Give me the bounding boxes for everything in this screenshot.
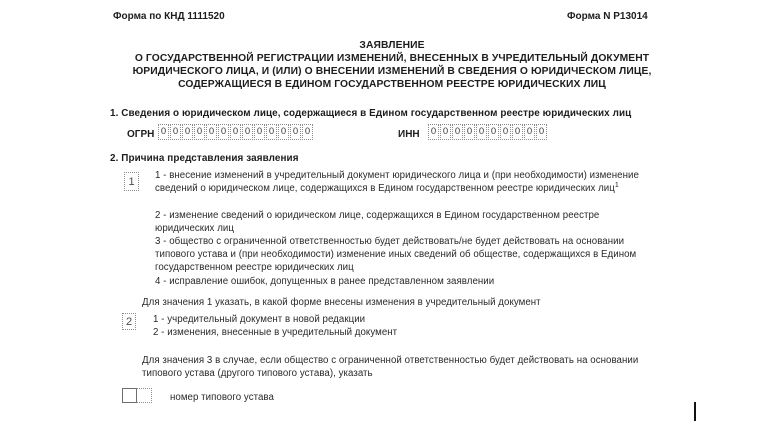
note-value-3 bbox=[142, 354, 638, 380]
charter-number-cell-1[interactable] bbox=[122, 388, 137, 403]
form-knd-label: Форма по КНД 1111520 bbox=[113, 11, 225, 22]
ogrn-label: ОГРН bbox=[127, 129, 155, 140]
digit-cell[interactable]: 0 bbox=[464, 124, 475, 140]
form-number-label: Форма N Р13014 bbox=[567, 11, 648, 22]
digit-cell[interactable]: 0 bbox=[230, 124, 241, 140]
inn-label: ИНН bbox=[398, 129, 420, 140]
inn-input[interactable] bbox=[428, 124, 547, 140]
title-line-3: ЮРИДИЧЕСКОГО ЛИЦА, И (ИЛИ) О ВНЕСЕНИИ ИЗМЕНЕНИЙ В СВЕДЕНИЯ О ЮРИДИЧЕСКОМ ЛИЦЕ, bbox=[132, 66, 652, 77]
amendment-option-1: 1 - учредительный документ в новой редакции bbox=[153, 314, 366, 325]
title-line-2: О ГОСУДАРСТВЕННОЙ РЕГИСТРАЦИИ ИЗМЕНЕНИЙ, ВНЕСЕННЫХ В УЧРЕДИТЕЛЬНЫЙ ДОКУМЕНТ bbox=[134, 53, 650, 64]
digit-cell[interactable]: 0 bbox=[428, 124, 439, 140]
note-3-line-1: Для значения 3 в случае, если общество с ограниченной ответственностью будет действовать на основании bbox=[142, 355, 639, 366]
digit-cell[interactable]: 0 bbox=[182, 124, 193, 140]
note-value-1: Для значения 1 указать, в какой форме внесены изменения в учредительный документ bbox=[142, 297, 541, 308]
reason-3-line-3: государственном реестре юридических лиц bbox=[155, 262, 354, 274]
digit-cell[interactable]: 0 bbox=[500, 124, 511, 140]
digit-cell[interactable]: 0 bbox=[158, 124, 169, 140]
reason-1-line-1: 1 - внесение изменений в учредительный документ юридического лица и (при необходимости) изменение bbox=[155, 170, 639, 181]
digit-cell[interactable]: 0 bbox=[278, 124, 289, 140]
charter-number-input[interactable] bbox=[122, 388, 152, 403]
digit-cell[interactable]: 0 bbox=[476, 124, 487, 140]
digit-cell[interactable]: 0 bbox=[170, 124, 181, 140]
reason-code-checkbox[interactable]: 1 bbox=[124, 172, 139, 191]
digit-cell[interactable]: 0 bbox=[512, 124, 523, 140]
digit-cell[interactable]: 0 bbox=[218, 124, 229, 140]
digit-cell[interactable]: 0 bbox=[266, 124, 277, 140]
digit-cell[interactable]: 0 bbox=[488, 124, 499, 140]
digit-cell[interactable]: 0 bbox=[254, 124, 265, 140]
amendment-form-checkbox[interactable]: 2 bbox=[122, 313, 136, 330]
digit-cell[interactable]: 0 bbox=[440, 124, 451, 140]
digit-cell[interactable]: 0 bbox=[452, 124, 463, 140]
reason-3-line-2: типового устава и (при необходимости) изменение иных сведений об обществе, содержащихся в Едином bbox=[155, 249, 637, 261]
digit-cell[interactable]: 0 bbox=[302, 124, 313, 140]
digit-cell[interactable]: 0 bbox=[242, 124, 253, 140]
text-cursor bbox=[694, 402, 696, 421]
digit-cell[interactable]: 0 bbox=[524, 124, 535, 140]
amendment-option-2: 2 - изменения, внесенные в учредительный документ bbox=[153, 326, 398, 338]
reason-2-line-1: 2 - изменение сведений о юридическом лице, содержащихся в Едином государственном реестре bbox=[155, 210, 600, 221]
reason-3-line-1: 3 - общество с ограниченной ответственностью будет действовать/не будет действовать на основании bbox=[155, 236, 625, 247]
form-title bbox=[84, 39, 700, 91]
amendment-form-options bbox=[153, 314, 397, 339]
section2-heading: 2. Причина представления заявления bbox=[110, 153, 299, 164]
title-line-1: ЗАЯВЛЕНИЕ bbox=[359, 40, 425, 51]
digit-cell[interactable]: 0 bbox=[536, 124, 547, 140]
digit-cell[interactable]: 0 bbox=[194, 124, 205, 140]
note-3-line-2: типового устава (другого типового устава), указать bbox=[142, 368, 373, 380]
ogrn-input[interactable] bbox=[158, 124, 313, 140]
reason-4-line-1: 4 - исправление ошибок, допущенных в ранее представленном заявлении bbox=[155, 276, 495, 287]
reason-option-1 bbox=[155, 169, 639, 195]
digit-cell[interactable]: 0 bbox=[206, 124, 217, 140]
charter-number-cell-2[interactable] bbox=[137, 388, 152, 403]
charter-number-label: номер типового устава bbox=[170, 392, 274, 403]
reason-option-2 bbox=[155, 209, 599, 235]
reason-option-3 bbox=[155, 235, 636, 275]
footnote-ref: 1 bbox=[614, 181, 619, 189]
reason-option-4 bbox=[155, 275, 494, 288]
digit-cell[interactable]: 0 bbox=[290, 124, 301, 140]
reason-2-line-2: юридических лиц bbox=[155, 223, 234, 235]
title-line-4: СОДЕРЖАЩИЕСЯ В ЕДИНОМ ГОСУДАРСТВЕННОМ РЕЕСТРЕ ЮРИДИЧЕСКИХ ЛИЦ bbox=[178, 79, 606, 90]
reason-1-line-2: сведений о юридическом лице, содержащихся в Едином государственном реестре юридических лиц$^1$ bbox=[155, 181, 619, 195]
section1-heading: 1. Сведения о юридическом лице, содержащиеся в Едином государственном реестре юридических лиц bbox=[110, 108, 632, 119]
